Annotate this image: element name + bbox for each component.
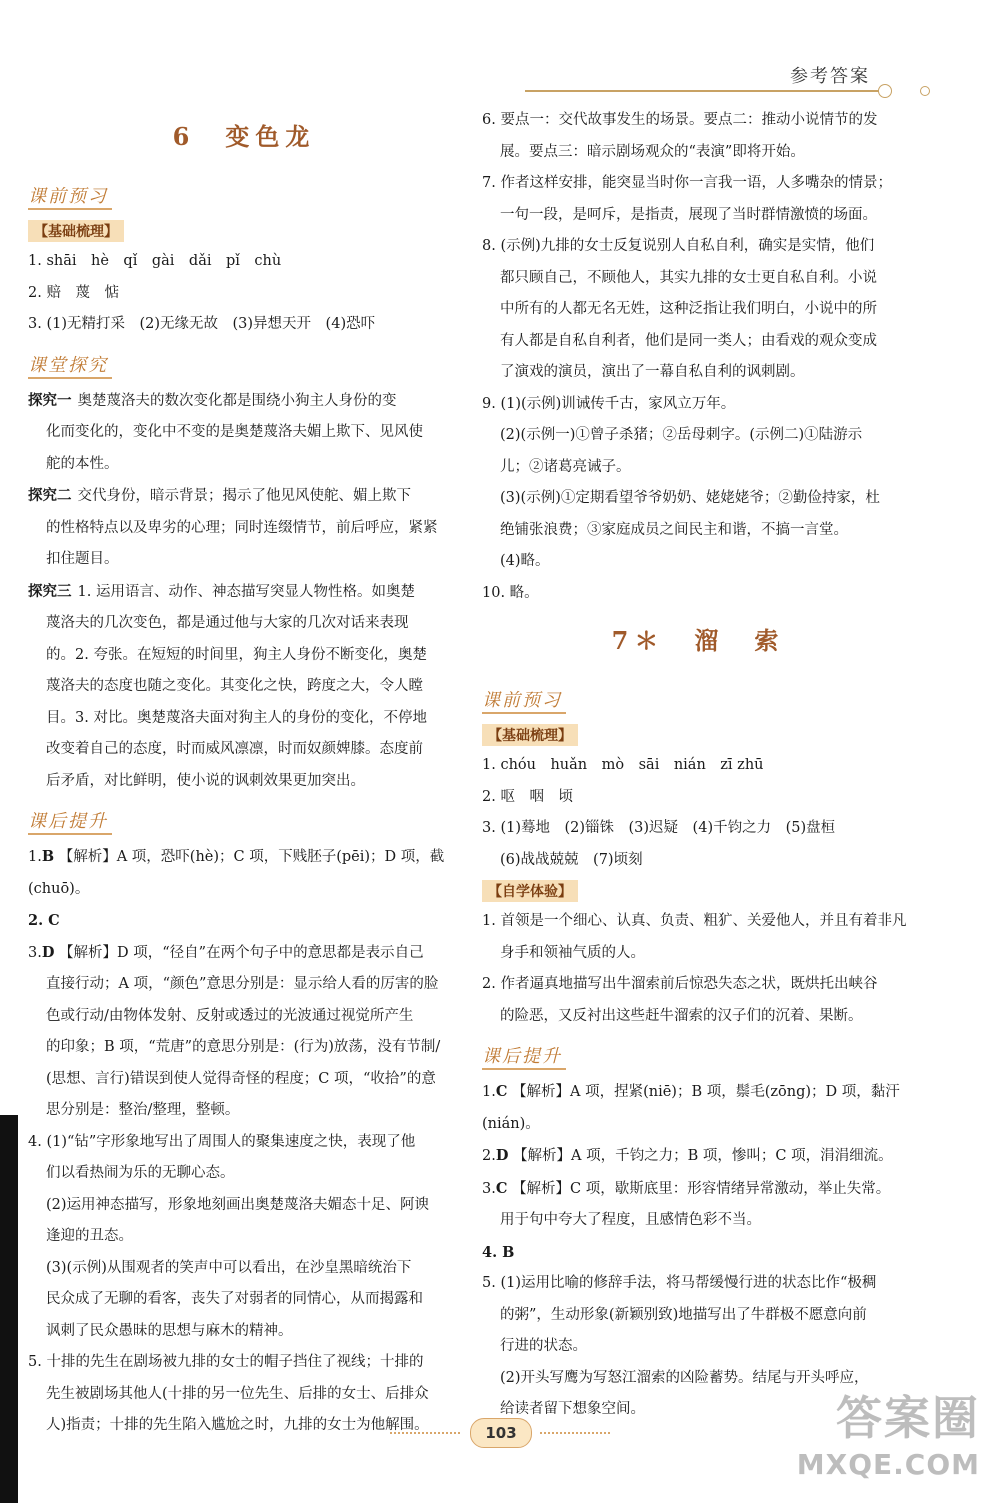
subhead-basics: 【基础梳理】 bbox=[482, 724, 578, 746]
answer-line: 民众成了无聊的看客，丧失了对弱者的同情心，从而揭露和 bbox=[46, 1291, 423, 1307]
explore-label: 探究二 bbox=[28, 487, 72, 504]
answer-line: 3. (1)蓦地 (2)锱铢 (3)迟疑 (4)千钧之力 (5)盘桓 bbox=[482, 820, 836, 836]
answer-line: 1. 首领是一个细心、认真、负责、粗犷、关爱他人，并且有着非凡 bbox=[482, 913, 907, 929]
section-preview: 课前预习 bbox=[482, 686, 566, 714]
page-number-badge bbox=[390, 1418, 610, 1448]
explore-text: 的。2. 夸张。在短短的时间里，狗主人身份不断变化，奥楚 bbox=[46, 646, 427, 663]
question-6: 6. 要点一：交代故事发生的场景。要点二：推动小说情节的发 bbox=[482, 112, 878, 128]
explore-1 bbox=[28, 385, 460, 418]
question-4: 4. B bbox=[482, 1243, 515, 1261]
answer-line: 2. 作者逼真地描写出牛溜索前后惊恐失态之状，既烘托出峡谷 bbox=[482, 976, 878, 992]
answer-line: 绝铺张浪费；③家庭成员之间民主和谐，不搞一言堂。 bbox=[500, 521, 848, 538]
explore-text: 舵的本性。 bbox=[46, 455, 119, 472]
analysis-text: (思想、言行)错误到使人觉得奇怪的程度；C 项，“收拾”的意 bbox=[46, 1070, 436, 1087]
question-number: 1. bbox=[482, 1084, 496, 1100]
answer-choice: B bbox=[41, 848, 55, 865]
subhead-self-study: 【自学体验】 bbox=[482, 880, 578, 902]
answer-line: 身手和领袖气质的人。 bbox=[500, 944, 645, 961]
section-after-class: 课后提升 bbox=[482, 1042, 566, 1070]
question-10: 10. 略。 bbox=[482, 584, 539, 601]
question-number: 1. bbox=[28, 849, 42, 865]
answer-choice: D bbox=[41, 943, 55, 961]
explore-label: 探究三 bbox=[28, 582, 72, 600]
answer-line: 讽刺了民众愚昧的思想与麻木的精神。 bbox=[46, 1322, 293, 1339]
analysis-text: (nián)。 bbox=[482, 1115, 540, 1132]
analysis-text: (chuō)。 bbox=[28, 880, 90, 897]
page-number: 103 bbox=[470, 1418, 532, 1448]
question-number: 3. bbox=[28, 944, 42, 961]
answer-line: 一句一段，是呵斥，是指责，展现了当时群情激愤的场面。 bbox=[500, 206, 877, 223]
answer-line: 人)指责；十排的先生陷入尴尬之时，九排的女士为他解围。 bbox=[46, 1417, 429, 1433]
explore-text: 蔑洛夫的态度也随之变化。其变化之快，跨度之大，令人瞠 bbox=[46, 678, 423, 694]
right-column bbox=[482, 105, 914, 1426]
analysis-text: 色或行动/由物体发射、反射或透过的光波通过视觉所产生 bbox=[46, 1007, 414, 1024]
explore-text: 蔑洛夫的几次变色，都是通过他与大家的几次对话来表现 bbox=[46, 615, 409, 631]
answer-line: 儿；②诸葛亮诫子。 bbox=[500, 458, 631, 475]
watermark-url: MXQE.COM bbox=[796, 1448, 980, 1481]
explore-text: 目。3. 对比。奥楚蔑洛夫面对狗主人的身份的变化，不停地 bbox=[46, 709, 427, 726]
question-8: 8. (示例)九排的女士反复说别人自私自利，确实是实情，他们 bbox=[482, 238, 875, 254]
explore-text: 1. 运用语言、动作、神态描写突显人物性格。如奥楚 bbox=[77, 583, 415, 600]
answer-line: 先生被剧场其他人(十排的另一位先生、后排的女士、后排众 bbox=[46, 1385, 429, 1402]
watermark-logo bbox=[797, 1382, 980, 1481]
question-1 bbox=[482, 1076, 914, 1109]
answer-line: (4)略。 bbox=[500, 553, 550, 569]
answer-choice: C bbox=[495, 1179, 508, 1197]
question-4: 4. (1)“钻”字形象地写出了周围人的聚集速度之快，表现了他 bbox=[28, 1133, 416, 1150]
answer-line: 中所有的人都无名无姓，这种泛指让我们明白，小说中的所 bbox=[500, 301, 877, 317]
question-3 bbox=[482, 1173, 914, 1206]
answer-line: 们以看热闹为乐的无聊心态。 bbox=[46, 1165, 235, 1181]
question-1 bbox=[28, 841, 460, 874]
answer-line: 3. (1)无精打采 (2)无缘无故 (3)异想天开 (4)恐吓 bbox=[28, 316, 376, 332]
analysis-text: 【解析】C 项，歇斯底里：形容情绪异常激动，举止失常。 bbox=[512, 1180, 891, 1197]
analysis-text: 的印象；B 项，“荒唐”的意思分别是：(行为)放荡，没有节制/ bbox=[46, 1039, 441, 1055]
analysis-text: 【解析】A 项，千钧之力；B 项，惨叫；C 项，涓涓细流。 bbox=[513, 1148, 893, 1164]
chapter-title-6: 6 变色龙 bbox=[172, 122, 316, 151]
page-number-rule bbox=[390, 1432, 460, 1434]
header-rule bbox=[525, 90, 890, 92]
answer-line: (2)(示例一)①曾子杀猪；②岳母刺字。(示例二)①陆游示 bbox=[500, 427, 863, 443]
section-preview: 课前预习 bbox=[28, 182, 112, 210]
subhead-basics: 【基础梳理】 bbox=[28, 220, 124, 242]
answer-line: (3)(示例)从围观者的笑声中可以看出，在沙皇黑暗统治下 bbox=[46, 1259, 412, 1276]
explore-text: 化而变化的，变化中不变的是奥楚蔑洛夫媚上欺下、见风使 bbox=[46, 424, 423, 440]
left-column bbox=[28, 105, 460, 1442]
answer-line: 行进的状态。 bbox=[500, 1338, 587, 1354]
answer-line: 2. 赔 蔑 惦 bbox=[28, 284, 119, 301]
explore-text: 扣住题目。 bbox=[46, 551, 119, 567]
chapter-title-7: 7＊ 溜 索 bbox=[611, 626, 785, 655]
analysis-text: 直接行动；A 项，“颜色”意思分别是：显示给人看的厉害的脸 bbox=[46, 976, 439, 992]
section-after-class: 课后提升 bbox=[28, 807, 112, 835]
question-2: 2. C bbox=[28, 912, 60, 929]
answer-line: 了演戏的演员，演出了一幕自私自利的讽刺剧。 bbox=[500, 364, 805, 380]
section-class-explore: 课堂探究 bbox=[28, 351, 112, 379]
answer-line: 1. shāi hè qǐ gài dǎi pǐ chù bbox=[28, 253, 282, 269]
answer-line: (3)(示例)①定期看望爷爷奶奶、姥姥姥爷；②勤俭持家，杜 bbox=[500, 490, 880, 506]
question-number: 3. bbox=[482, 1180, 496, 1197]
answer-line: 2. 呕 咽 顷 bbox=[482, 788, 573, 805]
question-2 bbox=[482, 1140, 914, 1173]
explore-2 bbox=[28, 480, 460, 513]
explore-label: 探究一 bbox=[28, 391, 72, 409]
answer-line: 给读者留下想象空间。 bbox=[500, 1401, 645, 1417]
answer-line: 展。要点三：暗示剧场观众的“表演”即将开始。 bbox=[500, 143, 805, 160]
question-7: 7. 作者这样安排，能突显当时你一言我一语，人多嘴杂的情景； bbox=[482, 175, 892, 191]
header-title: 参考答案 bbox=[790, 66, 870, 87]
question-3 bbox=[28, 937, 460, 970]
explore-text: 改变着自己的态度，时而威风凛凛，时而奴颜婢膝。态度前 bbox=[46, 741, 423, 757]
answer-line: (6)战战兢兢 (7)顷刻 bbox=[500, 851, 643, 868]
analysis-text: 【解析】D 项，“径自”在两个句子中的意思都是表示自己 bbox=[59, 944, 424, 961]
answer-line: 有人都是自私自利者，他们是同一类人；由看戏的观众变成 bbox=[500, 332, 877, 349]
page-number-rule bbox=[540, 1432, 610, 1434]
answer-line: 1. chóu huǎn mò sāi nián zī zhū bbox=[482, 757, 764, 773]
answer-choice: D bbox=[495, 1147, 509, 1164]
explore-text: 奥楚蔑洛夫的数次变化都是围绕小狗主人身份的变 bbox=[77, 392, 397, 409]
header-ornament-icon bbox=[920, 86, 930, 96]
question-9: 9. (1)(示例)训诫传千古，家风立万年。 bbox=[482, 395, 736, 412]
analysis-text: 用于句中夸大了程度，且感情色彩不当。 bbox=[500, 1212, 761, 1228]
answer-line: 的粥”，生动形象(新颖别致)地描写出了牛群极不愿意向前 bbox=[500, 1306, 867, 1323]
answer-line: (2)开头写鹰为写怒江溜索的凶险蓄势。结尾与开头呼应， bbox=[500, 1369, 869, 1386]
explore-text: 的性格特点以及卑劣的心理；同时连缀情节，前后呼应，紧紧 bbox=[46, 519, 438, 536]
answer-line: (2)运用神态描写，形象地刻画出奥楚蔑洛夫媚态十足、阿谀 bbox=[46, 1196, 430, 1213]
explore-text: 交代身份，暗示背景；揭示了他见风使舵、媚上欺下 bbox=[77, 488, 411, 504]
watermark-text: 答案圈 bbox=[836, 1391, 980, 1445]
header-ornament-icon bbox=[878, 84, 892, 98]
analysis-text: 【解析】A 项，捏紧(niē)；B 项，鬃毛(zōng)；D 项，黏汗 bbox=[512, 1084, 900, 1100]
answer-line: 的险恶，又反衬出这些赶牛溜索的汉子们的沉着、果断。 bbox=[500, 1007, 863, 1024]
binding-edge bbox=[0, 1115, 18, 1503]
answer-line: 逢迎的丑态。 bbox=[46, 1228, 133, 1244]
question-5: 5. (1)运用比喻的修辞手法，将马帮缓慢行进的状态比作“极稠 bbox=[482, 1275, 877, 1291]
analysis-text: 思分别是：整治/整理，整顿。 bbox=[46, 1102, 240, 1118]
explore-3 bbox=[28, 576, 460, 609]
explore-text: 后矛盾，对比鲜明，使小说的讽刺效果更加突出。 bbox=[46, 772, 365, 789]
answer-line: 都只顾自己，不顾他人，其实九排的女士更自私自利。小说 bbox=[500, 269, 877, 286]
question-5: 5. 十排的先生在剧场被九排的女士的帽子挡住了视线；十排的 bbox=[28, 1354, 424, 1370]
answer-choice: C bbox=[495, 1083, 508, 1100]
analysis-text: 【解析】A 项，恐吓(hè)；C 项，下贱胚子(pēi)；D 项，截 bbox=[58, 849, 445, 865]
question-number: 2. bbox=[482, 1148, 496, 1164]
